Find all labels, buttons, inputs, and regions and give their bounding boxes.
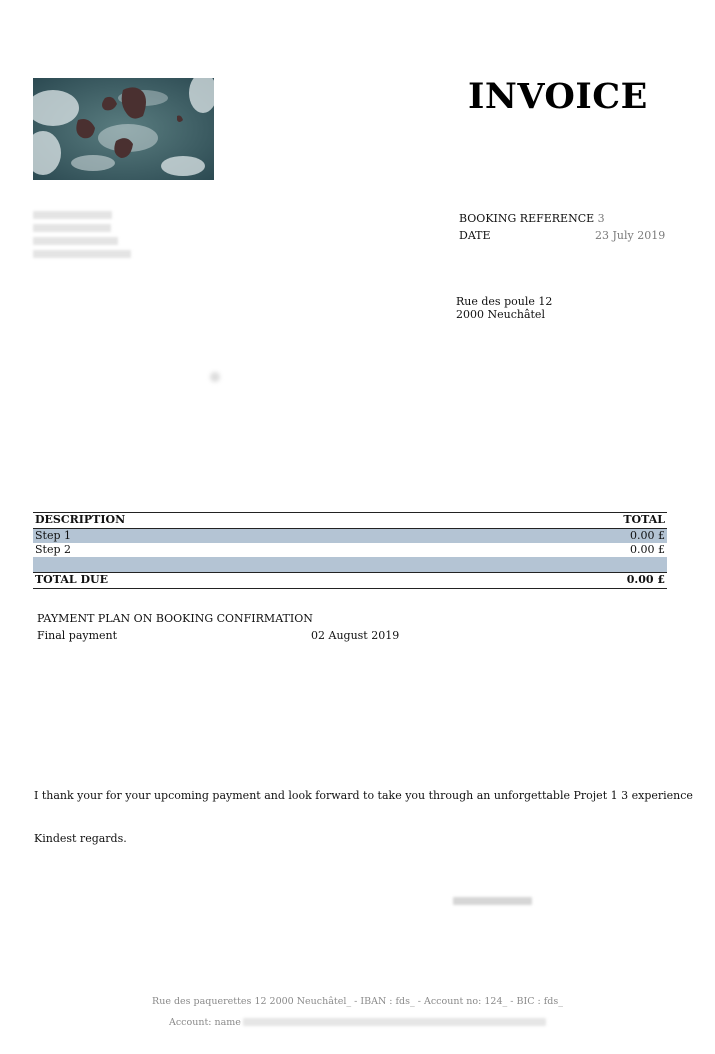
invoice-title: INVOICE bbox=[468, 76, 648, 117]
payment-plan-item-date: 02 August 2019 bbox=[311, 629, 400, 642]
client-address-line1: Rue des poule 12 bbox=[456, 295, 553, 308]
client-address-line2: 2000 Neuchâtel bbox=[456, 308, 545, 321]
booking-reference-label: BOOKING REFERENCE bbox=[459, 212, 595, 225]
thank-you-message: I thank your for your upcoming payment and look forward to take you through an unforgettable Projet 1 3 experience bbox=[34, 789, 693, 802]
footer-bank-details: Rue des paquerettes 12 2000 Neuchâtel_ - IBAN : fds_ - Account no: 124_ - BIC : fds_ bbox=[152, 996, 563, 1007]
payment-plan-title: PAYMENT PLAN ON BOOKING CONFIRMATION bbox=[37, 612, 313, 625]
table-bottom-border bbox=[33, 588, 667, 589]
redacted-mark bbox=[210, 372, 220, 382]
column-header-total: TOTAL bbox=[623, 513, 665, 526]
booking-reference bbox=[459, 212, 605, 225]
table-header-row bbox=[33, 513, 667, 527]
client-address bbox=[456, 295, 552, 321]
signature-redacted bbox=[453, 897, 532, 905]
footer-account-redacted bbox=[243, 1018, 546, 1026]
date-label: DATE bbox=[459, 229, 491, 242]
total-due-value: 0.00 £ bbox=[626, 573, 665, 586]
closing-text: Kindest regards. bbox=[34, 832, 127, 845]
footer-account-name-label: Account: name bbox=[169, 1017, 241, 1028]
column-header-description: DESCRIPTION bbox=[35, 513, 126, 526]
date-value: 23 July 2019 bbox=[595, 229, 666, 242]
total-due-row bbox=[33, 573, 667, 587]
total-due-label: TOTAL DUE bbox=[35, 573, 108, 586]
row-total: 0.00 £ bbox=[630, 543, 665, 556]
company-logo-image bbox=[33, 78, 214, 180]
redacted-line bbox=[33, 224, 111, 232]
footer-account-name bbox=[169, 1017, 241, 1028]
booking-reference-value: 3 bbox=[597, 212, 605, 225]
payment-plan-item-label: Final payment bbox=[37, 629, 118, 642]
row-total: 0.00 £ bbox=[630, 529, 665, 542]
redacted-line bbox=[33, 211, 112, 219]
table-row bbox=[33, 529, 667, 543]
row-description: Step 2 bbox=[35, 543, 72, 556]
row-description: Step 1 bbox=[35, 529, 72, 542]
redacted-line bbox=[33, 250, 131, 258]
table-row bbox=[33, 543, 667, 557]
sea-rocks-picture bbox=[33, 78, 214, 180]
redacted-line bbox=[33, 237, 118, 245]
table-row bbox=[33, 557, 667, 572]
